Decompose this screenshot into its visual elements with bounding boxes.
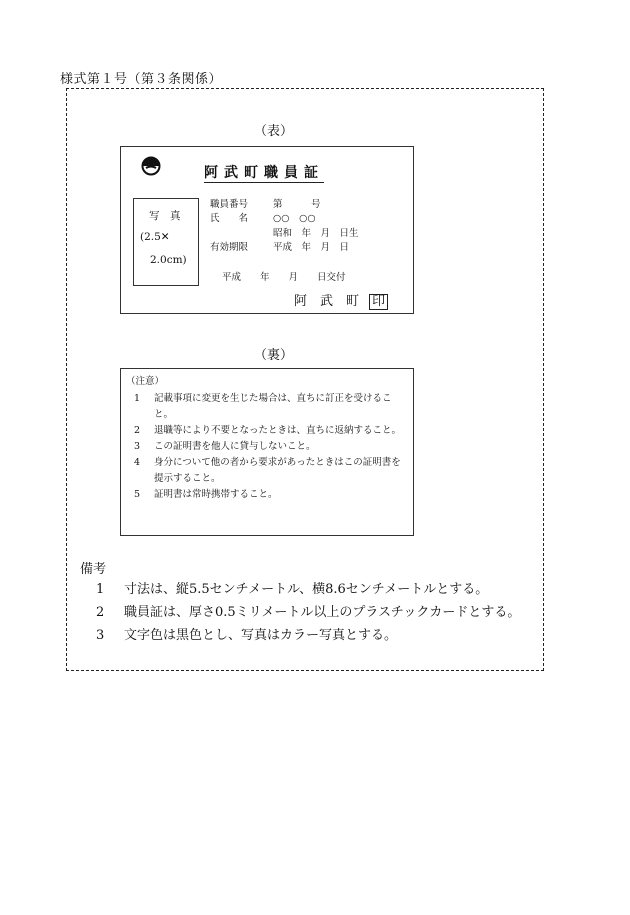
town-emblem-icon [141, 156, 161, 176]
back-notes [126, 376, 406, 503]
card-title: 阿武町職員証 [204, 165, 324, 181]
birth-date-value: 昭和 年 月 日生 [273, 228, 359, 239]
issuer-name [294, 290, 388, 310]
photo-label: 写 真 [149, 210, 181, 222]
issue-date-value: 平成 年 月 日交付 [222, 272, 346, 283]
remarks-heading: 備考 [80, 562, 107, 577]
note-item [126, 455, 406, 487]
form-title: 様式第１号（第３条関係） [60, 72, 223, 87]
notes-heading: （注意） [126, 376, 165, 387]
valid-until-value: 平成 年 月 日 [273, 242, 350, 253]
remark-item [96, 601, 526, 624]
remark-text: 職員証は、厚さ0.5ミリメートル以上のプラスチックカードとする。 [124, 605, 521, 620]
note-text: この証明書を他人に貸与しないこと。 [154, 441, 316, 452]
staff-number-value: 第 号 [273, 199, 321, 210]
note-item [126, 391, 406, 423]
photo-size-line1: (2.5✕ [140, 231, 170, 243]
note-number: 2 [134, 425, 141, 436]
note-text: 退職等により不要となったときは、直ちに返納すること。 [154, 425, 402, 436]
remark-number: 1 [96, 582, 105, 597]
name-value: ○○ ○○ [273, 213, 316, 224]
note-item [126, 439, 406, 455]
note-item [126, 423, 406, 439]
remark-item [96, 578, 526, 601]
note-number: 5 [134, 489, 141, 500]
remark-text: 文字色は黒色とし、写真はカラー写真とする。 [124, 628, 398, 643]
remarks-list [96, 578, 526, 647]
photo-size-line2: 2.0cm) [150, 254, 187, 266]
note-number: 1 [134, 393, 141, 404]
staff-number-label: 職員番号 [210, 199, 249, 210]
note-text: 証明書は常時携帯すること。 [154, 489, 278, 500]
note-number: 4 [134, 457, 141, 468]
front-side-label: （表） [254, 124, 294, 139]
remark-number: 2 [96, 605, 105, 620]
back-side-label: （裏） [254, 348, 294, 363]
note-text: 記載事項に変更を生じた場合は、直ちに訂正を受けること。 [154, 393, 392, 420]
note-number: 3 [134, 441, 141, 452]
remark-item [96, 624, 526, 647]
valid-until-label: 有効期限 [210, 242, 249, 253]
note-item [126, 487, 406, 503]
note-text: 身分について他の者から要求があったときはこの証明書を提示すること。 [154, 457, 401, 484]
name-label: 氏 名 [210, 213, 249, 224]
remark-text: 寸法は、縦5.5センチメートル、横8.6センチメートルとする。 [124, 582, 489, 597]
notes-list [126, 391, 406, 503]
remark-number: 3 [96, 628, 105, 643]
issuer-text: 阿 武 町 [294, 294, 360, 309]
seal-mark: 印 [369, 294, 388, 310]
